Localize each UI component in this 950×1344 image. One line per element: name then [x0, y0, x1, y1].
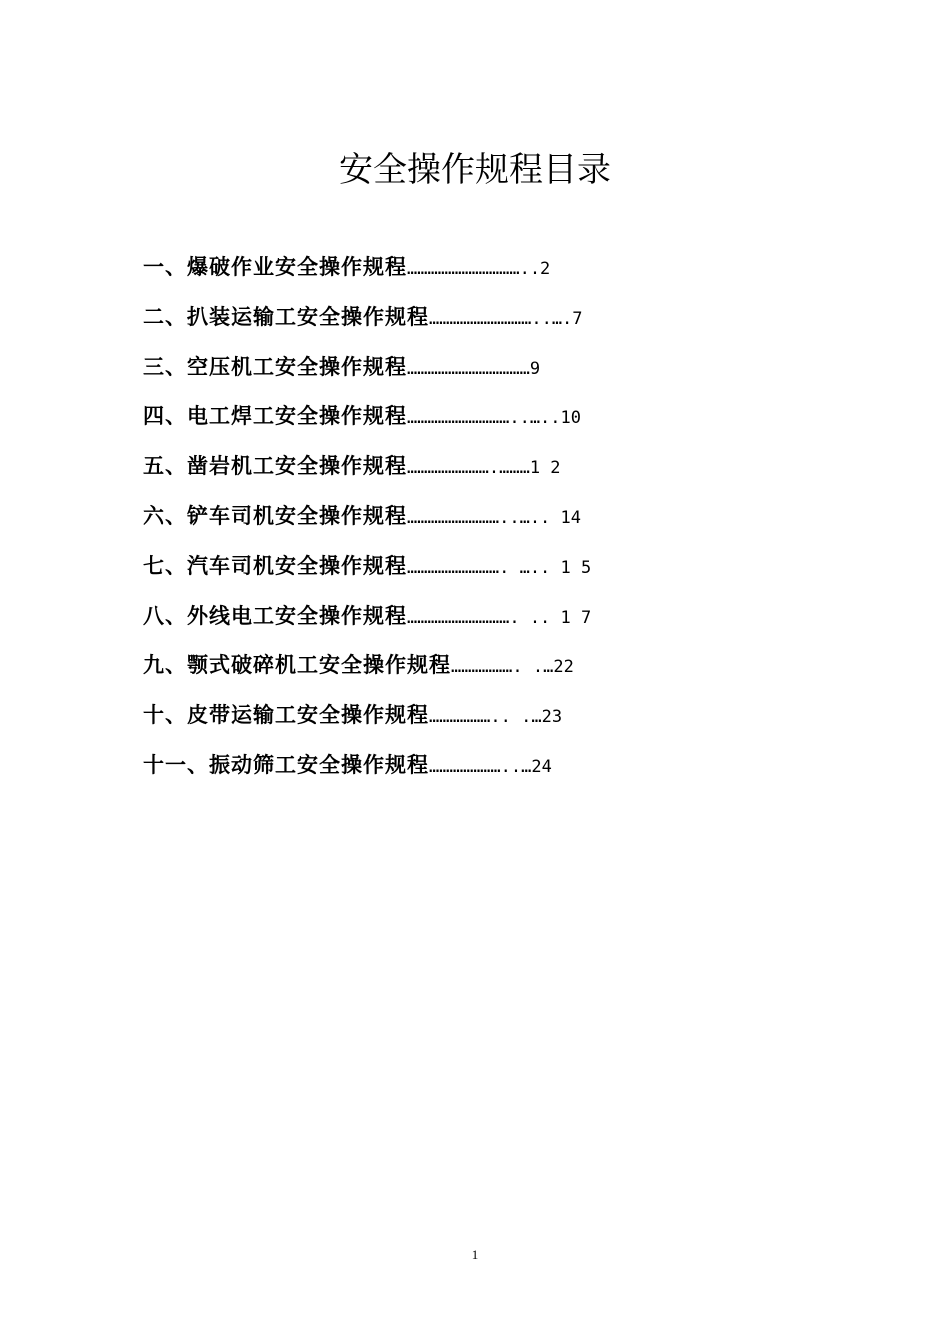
toc-entry-label: 十一、振动筛工安全操作规程 — [143, 752, 429, 777]
toc-entry-label: 二、扒装运输工安全操作规程 — [143, 304, 429, 329]
toc-entry[interactable] — [143, 543, 843, 593]
toc-entry-label: 三、空压机工安全操作规程 — [143, 354, 407, 379]
toc-entry-leader-page: ………………………………9 — [407, 358, 541, 379]
toc-entry-leader-page: …………………….………1 2 — [407, 458, 561, 479]
toc-entry[interactable] — [143, 593, 843, 643]
toc-entry-leader-page: …………………………..…..10 — [407, 408, 581, 429]
table-of-contents — [143, 244, 843, 792]
toc-entry-label: 九、颚式破碎机工安全操作规程 — [143, 653, 451, 678]
toc-entry-label: 一、爆破作业安全操作规程 — [143, 255, 407, 279]
toc-entry-label: 五、凿岩机工安全操作规程 — [143, 454, 407, 479]
toc-entry-leader-page: ……………………………..2 — [407, 259, 551, 279]
toc-entry[interactable] — [143, 742, 843, 792]
toc-entry[interactable] — [143, 344, 843, 394]
toc-entry[interactable] — [143, 294, 843, 344]
toc-entry[interactable] — [143, 393, 843, 443]
toc-entry[interactable] — [143, 642, 843, 692]
page-number: 1 — [471, 1247, 479, 1262]
page-title: 安全操作规程目录 — [339, 150, 611, 190]
toc-entry-leader-page: ………………. .…22 — [451, 657, 574, 678]
toc-entry-label: 十、皮带运输工安全操作规程 — [143, 703, 429, 728]
toc-entry-leader-page: ………………………..….. 14 — [407, 507, 581, 528]
toc-entry-leader-page: ………………………. ….. 1 5 — [407, 557, 592, 578]
toc-entry-label: 七、汽车司机安全操作规程 — [143, 553, 407, 578]
toc-entry-label: 八、外线电工安全操作规程 — [143, 603, 407, 628]
toc-entry-leader-page: …………………………..….7 — [429, 308, 583, 329]
toc-entry-leader-page: ……………….. .…23 — [429, 707, 563, 728]
toc-entry[interactable] — [143, 244, 843, 294]
toc-entry[interactable] — [143, 493, 843, 543]
toc-entry-label: 六、铲车司机安全操作规程 — [143, 503, 407, 528]
toc-entry-label: 四、电工焊工安全操作规程 — [143, 404, 407, 429]
toc-entry-leader-page: …………………………. .. 1 7 — [407, 607, 592, 628]
toc-entry-leader-page: …………………..…24 — [429, 756, 552, 777]
toc-entry[interactable] — [143, 443, 843, 493]
toc-entry[interactable] — [143, 692, 843, 742]
